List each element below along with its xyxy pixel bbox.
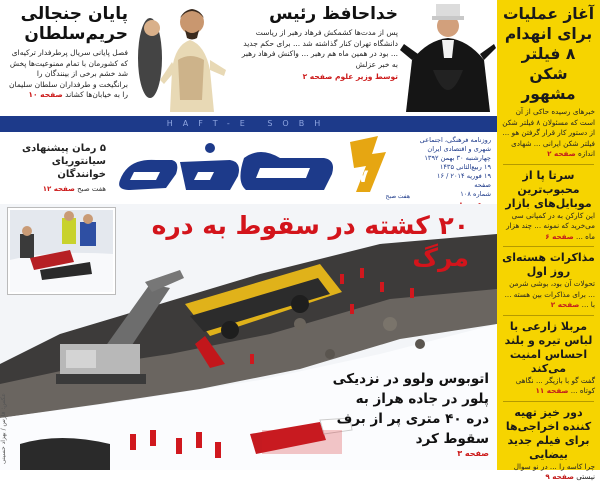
- masthead-promo-more[interactable]: صفحه ۱۲: [42, 185, 75, 193]
- masthead-promo-title: ۵ رمان پیشنهادی سیانتوریای خوانندگان: [21, 143, 106, 180]
- right-item-3-more[interactable]: صفحه ۲: [550, 300, 580, 309]
- logo-number: ۷: [357, 166, 369, 187]
- photo-credit: عکس: فارس / بهزاد حسینی: [0, 393, 7, 464]
- main-headline: ۲۰ کشته در سقوط به دره مرگ: [151, 211, 469, 272]
- inset-photo: [8, 208, 115, 294]
- right-item-3-body: تحولات آن بود، بوشی شرمن ... برای مذاکرات بین هسته ... با ...: [504, 279, 595, 309]
- right-item-5[interactable]: [497, 406, 600, 483]
- left-story-headline: پایان جنجالی حریم‌سلطان: [20, 4, 128, 44]
- masthead-promo[interactable]: [8, 142, 106, 194]
- right-item-2-more[interactable]: صفحه ۶: [545, 231, 574, 241]
- center-story-body: پس از مدت‌ها کشمکش فرهاد رهبر از ریاست دانشگاه تهران کنار گذاشته شد ... برای حکم جدید ... بود در همین ماه هم رهبر ... واکنش فرهاد رهبر به خبر عزلش: [241, 28, 398, 69]
- column-divider: [503, 401, 594, 402]
- masthead-promo-subtitle: هفت صبح: [77, 185, 106, 193]
- column-divider: [503, 164, 594, 165]
- meta-line: ۱۹ فوریه ۲۰۱۴ / ۱۶ صفحه: [436, 172, 491, 189]
- center-story-headline: خداحافظ رئیس: [269, 4, 398, 24]
- right-item-4-body: گفت گو با بازیگر ... نگاهی کوتاه ...: [515, 375, 595, 395]
- right-item-4-more[interactable]: صفحه ۱۱: [535, 386, 569, 395]
- meta-line: روزنامه فرهنگی، اجتماعی: [419, 136, 491, 144]
- lead-story-body: خبرهای رسیده حاکی از آن است که مسئولان ۸ فیلتر شکن از دستور کار قرار گرفتن هو ... فیلتر شکن ایرانی ... شهادی اندازه: [502, 107, 595, 158]
- masthead-meta: [419, 136, 491, 210]
- meta-line: شماره ۱۰۸: [460, 190, 491, 198]
- right-item-2-headline: سرتا پا از محبوب‌ترین موبایل‌های بازار: [505, 168, 592, 210]
- column-divider: [503, 246, 594, 247]
- main-story[interactable]: [0, 204, 497, 470]
- center-story-more[interactable]: توسط وزیر علوم صفحه ۲: [302, 72, 398, 81]
- center-story-photo: [398, 0, 497, 112]
- lead-story-headline: آغاز عملیات برای انهدام ۸ فیلتر شکن مشهور: [502, 5, 595, 103]
- main-caption: [329, 369, 489, 458]
- center-story[interactable]: [238, 4, 398, 110]
- main-caption-text: اتوبوس ولوو در نزدیکی پلور در جاده هراز به دره ۴۰ متری پر از برف سقوط کرد: [332, 371, 489, 447]
- right-item-5-body: چرا کاسه را ... در نو سوال نیستی: [513, 461, 595, 481]
- lead-story-more[interactable]: صفحه ۲: [547, 149, 576, 158]
- main-caption-more[interactable]: صفحه ۳: [457, 449, 489, 458]
- masthead: [0, 112, 497, 204]
- right-news-column: [497, 0, 600, 481]
- logo-wordmark: هفت صبح: [385, 194, 410, 200]
- top-strip: [0, 0, 497, 112]
- lead-story[interactable]: [497, 0, 600, 160]
- column-divider: [503, 315, 594, 316]
- right-item-4-headline: مربلا زارعی با لباس تیره و بلند احساس امنیت می‌کند: [504, 319, 593, 375]
- right-item-4[interactable]: [497, 320, 600, 397]
- meta-line: چهارشنبه ۳۰ بهمن ۱۳۹۲: [424, 154, 491, 162]
- right-item-2[interactable]: [497, 169, 600, 243]
- newspaper-logo: [110, 132, 420, 204]
- right-item-2-body: این کارکن به در کمپانی سی می‌خرید که نمونه ... چند هزار ماه ...: [506, 210, 595, 241]
- right-item-3-headline: مذاکرات هسته‌ای روز اول: [502, 251, 595, 278]
- masthead-band: [0, 116, 497, 132]
- meta-line: شهری و اقتصادی ایران: [427, 145, 491, 153]
- left-story-body: فصل پایانی سریال پرطرفدار ترکیه‌ای که کشورمان با تمام ممنوعیت‌ها پخش شد خشم برخی از بینندگان را برانگیخت و طرفداران سلطان سلیمان را به خیابان‌ها کشاند: [9, 48, 128, 99]
- masthead-band-text: HAFT-E SOBH: [166, 119, 331, 128]
- right-item-5-headline: دور خیز تهیه کننده اخراجی‌ها برای فیلم جدید بیضایی: [505, 405, 592, 461]
- right-item-3[interactable]: [497, 251, 600, 311]
- left-story-more[interactable]: صفحه ۱۰: [28, 90, 63, 99]
- left-story-photo: [130, 0, 230, 112]
- meta-line: ۱۹ ربیع‌الثانی ۱۴۳۵: [439, 163, 491, 171]
- right-item-5-more[interactable]: صفحه ۹: [545, 472, 574, 481]
- left-story[interactable]: [6, 4, 128, 110]
